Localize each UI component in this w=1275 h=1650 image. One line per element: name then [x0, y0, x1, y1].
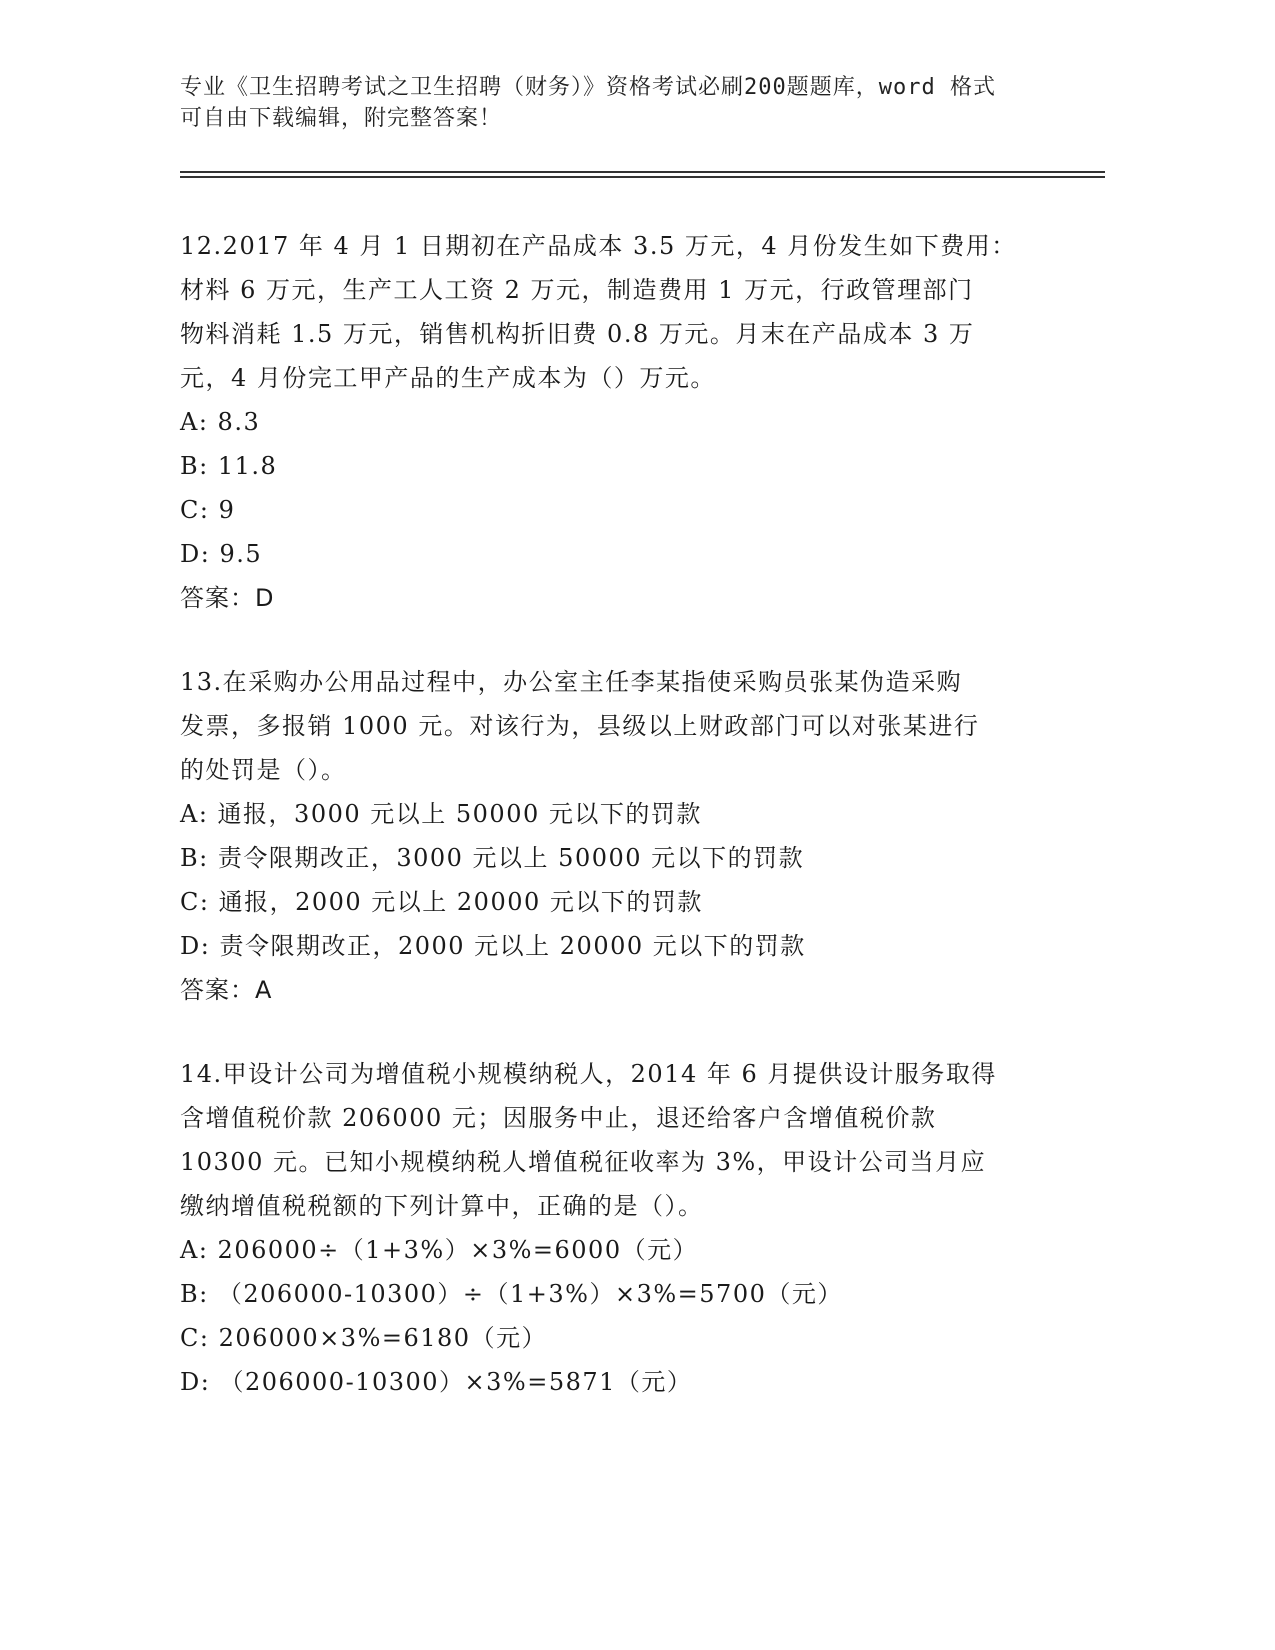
stem-line: 含增值税价款 206000 元；因服务中止，退还给客户含增值税价款	[180, 1104, 937, 1132]
stem-line: 的处罚是（）。	[180, 756, 347, 784]
option-a: A: 通报，3000 元以上 50000 元以下的罚款	[180, 800, 702, 828]
answer-line: 答案：D	[180, 584, 275, 612]
option-d: D: 责令限期改正，2000 元以上 20000 元以下的罚款	[180, 932, 806, 960]
question-12	[180, 224, 1050, 620]
option-d: D: （206000-10300）×3%=5871（元）	[180, 1368, 693, 1396]
stem-line: 10300 元。已知小规模纳税人增值税征收率为 3%，甲设计公司当月应	[180, 1148, 987, 1176]
question-14	[180, 1052, 1050, 1404]
option-b: B: 11.8	[180, 452, 278, 480]
option-c: C: 9	[180, 496, 236, 524]
question-stem	[180, 1052, 1050, 1228]
option-d: D: 9.5	[180, 540, 263, 568]
answer-line: 答案：A	[180, 976, 273, 1004]
stem-line: 12.2017 年 4 月 1 日期初在产品成本 3.5 万元，4 月份发生如下费用：	[180, 232, 1017, 260]
stem-line: 14.甲设计公司为增值税小规模纳税人，2014 年 6 月提供设计服务取得	[180, 1060, 997, 1088]
option-c: C: 通报，2000 元以上 20000 元以下的罚款	[180, 888, 703, 916]
option-c: C: 206000×3%=6180（元）	[180, 1324, 548, 1352]
option-a: A: 8.3	[180, 408, 261, 436]
option-b: B: （206000-10300）÷（1+3%）×3%=5700（元）	[180, 1280, 843, 1308]
stem-line: 元，4 月份完工甲产品的生产成本为（）万元。	[180, 364, 716, 392]
option-a: A: 206000÷（1+3%）×3%=6000（元）	[180, 1236, 699, 1264]
header-rule-top	[180, 171, 1105, 173]
question-13	[180, 660, 1050, 1012]
stem-line: 缴纳增值税税额的下列计算中，正确的是（）。	[180, 1192, 704, 1220]
option-b: B: 责令限期改正，3000 元以上 50000 元以下的罚款	[180, 844, 805, 872]
stem-line: 材料 6 万元，生产工人工资 2 万元，制造费用 1 万元，行政管理部门	[180, 276, 974, 304]
header-line-2: 可自由下载编辑，附完整答案！	[180, 106, 503, 131]
document-header	[180, 72, 1060, 134]
stem-line: 13.在采购办公用品过程中，办公室主任李某指使采购员张某伪造采购	[180, 668, 963, 696]
header-rule-bottom	[180, 176, 1105, 178]
question-stem	[180, 660, 1050, 792]
stem-line: 发票，多报销 1000 元。对该行为，县级以上财政部门可以对张某进行	[180, 712, 980, 740]
question-stem	[180, 224, 1050, 400]
header-line-1: 专业《卫生招聘考试之卫生招聘（财务）》资格考试必刷200题题库，word 格式	[180, 75, 996, 100]
stem-line: 物料消耗 1.5 万元，销售机构折旧费 0.8 万元。月末在产品成本 3 万	[180, 320, 975, 348]
